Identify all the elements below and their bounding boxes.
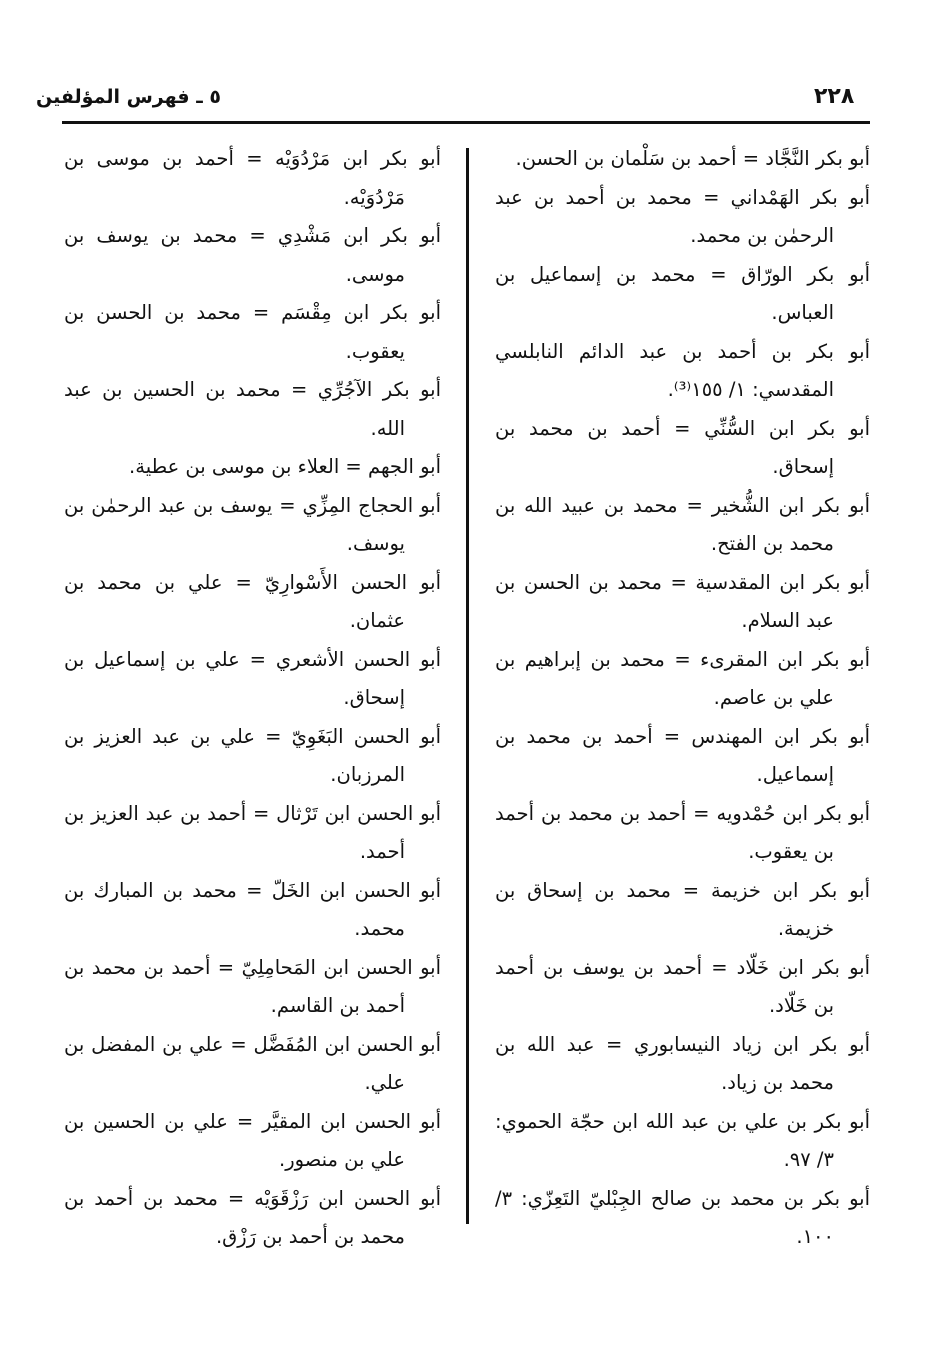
index-entry: أبو الحسن ابن الخَلّ = محمد بن المبارك بن محمد. — [64, 878, 441, 940]
index-entry: أبو بكر الورّاق = محمد بن إسماعيل بن العباس. — [495, 262, 870, 324]
index-entry: أبو الحسن ابن المقيَّر = علي بن الحسين بن علي بن منصور. — [64, 1109, 441, 1171]
index-entry: أبو بكر ابن مِقْسَم = محمد بن الحسن بن يعقوب. — [64, 301, 441, 363]
index-entry: أبو بكر ابن مَرْدُوَيْه = أحمد بن موسى بن مَرْدُوَيْه. — [64, 147, 441, 209]
index-entry: أبو بكر الآجُرِّي = محمد بن الحسين بن عبد الله. — [64, 378, 441, 440]
index-entry: أبو بكر ابن خزيمة = محمد بن إسحاق بن خزيمة. — [495, 878, 870, 940]
index-entry: أبو الحسن ابن المَحامِلِيّ = أحمد بن محمد بن أحمد بن القاسم. — [64, 955, 441, 1017]
left-column — [64, 140, 441, 1257]
index-entry: أبو بكر ابن المقدسية = محمد بن الحسن بن عبد السلام. — [495, 570, 870, 632]
index-entry: أبو بكر ابن حُمْدويه = أحمد بن محمد بن أحمد بن يعقوب. — [495, 801, 870, 863]
index-entry: أبو بكر ابن مَشْدِي = محمد بن يوسف بن موسى. — [64, 224, 441, 286]
index-entry: أبو بكر النَّجَّاد = أحمد بن سَلْمان بن الحسن. — [515, 147, 870, 170]
column-divider — [466, 148, 469, 1224]
index-entry: أبو بكر ابن زياد النيسابوري = عبد الله بن محمد بن زياد. — [495, 1032, 870, 1094]
index-entry: أبو بكر ابن المهندس = أحمد بن محمد بن إسماعيل. — [495, 724, 870, 786]
index-entry: أبو الحسن ابن المُفَضَّل = علي بن المفضل بن علي. — [64, 1032, 441, 1094]
index-entry: أبو الحسن الأَسْوارِيّ = علي بن محمد بن عثمان. — [64, 570, 441, 632]
index-entry: أبو بكر الهَمْداني = محمد بن أحمد بن عبد الرحمٰن بن محمد. — [495, 185, 870, 247]
index-entry: أبو الحسن الأشعري = علي بن إسماعيل بن إسحاق. — [64, 647, 441, 709]
index-entry: أبو بكر ابن المقرىء = محمد بن إبراهيم بن علي بن عاصم. — [495, 647, 870, 709]
section-title: ٥ ـ فهرس المؤلفين — [36, 86, 221, 108]
index-entry: أبو بكر بن علي بن عبد الله ابن حجّة الحموي: ٣/ ٩٧. — [495, 1109, 870, 1171]
index-entry: أبو بكر ابن السُّنِّي = أحمد بن محمد بن إسحاق. — [495, 416, 870, 478]
header-rule — [62, 121, 870, 124]
index-entry: أبو الحسن ابن تَرْثال = أحمد بن عبد العزيز بن أحمد. — [64, 801, 441, 863]
index-entry: أبو بكر بن محمد بن صالح الجِبْليّ التَعِزّي: ٣/ ١٠٠. — [495, 1186, 870, 1248]
index-entry: أبو الجهم = العلاء بن موسى بن عطية. — [129, 455, 441, 478]
right-column — [495, 140, 870, 1257]
index-entry: أبو بكر بن أحمد بن عبد الدائم النابلسي المقدسي: ١/ ١٥٥⁽³⁾. — [495, 339, 870, 401]
page-number: ٢٢٨ — [814, 84, 855, 109]
index-entry: أبو الحسن ابن رَزْقَوَيْه = محمد بن أحمد بن محمد بن أحمد بن رَزْق. — [64, 1186, 441, 1248]
index-entry: أبو الحسن البَغَوِيّ = علي بن عبد العزيز بن المرزبان. — [64, 724, 441, 786]
index-entry: أبو بكر ابن الشُّخير = محمد بن عبيد الله بن محمد بن الفتح. — [495, 493, 870, 555]
index-entry: أبو الحجاج المِزِّي = يوسف بن عبد الرحمٰن بن يوسف. — [64, 493, 441, 555]
index-entry: أبو بكر ابن خَلّاد = أحمد بن يوسف بن أحمد بن خَلّاد. — [495, 955, 870, 1017]
